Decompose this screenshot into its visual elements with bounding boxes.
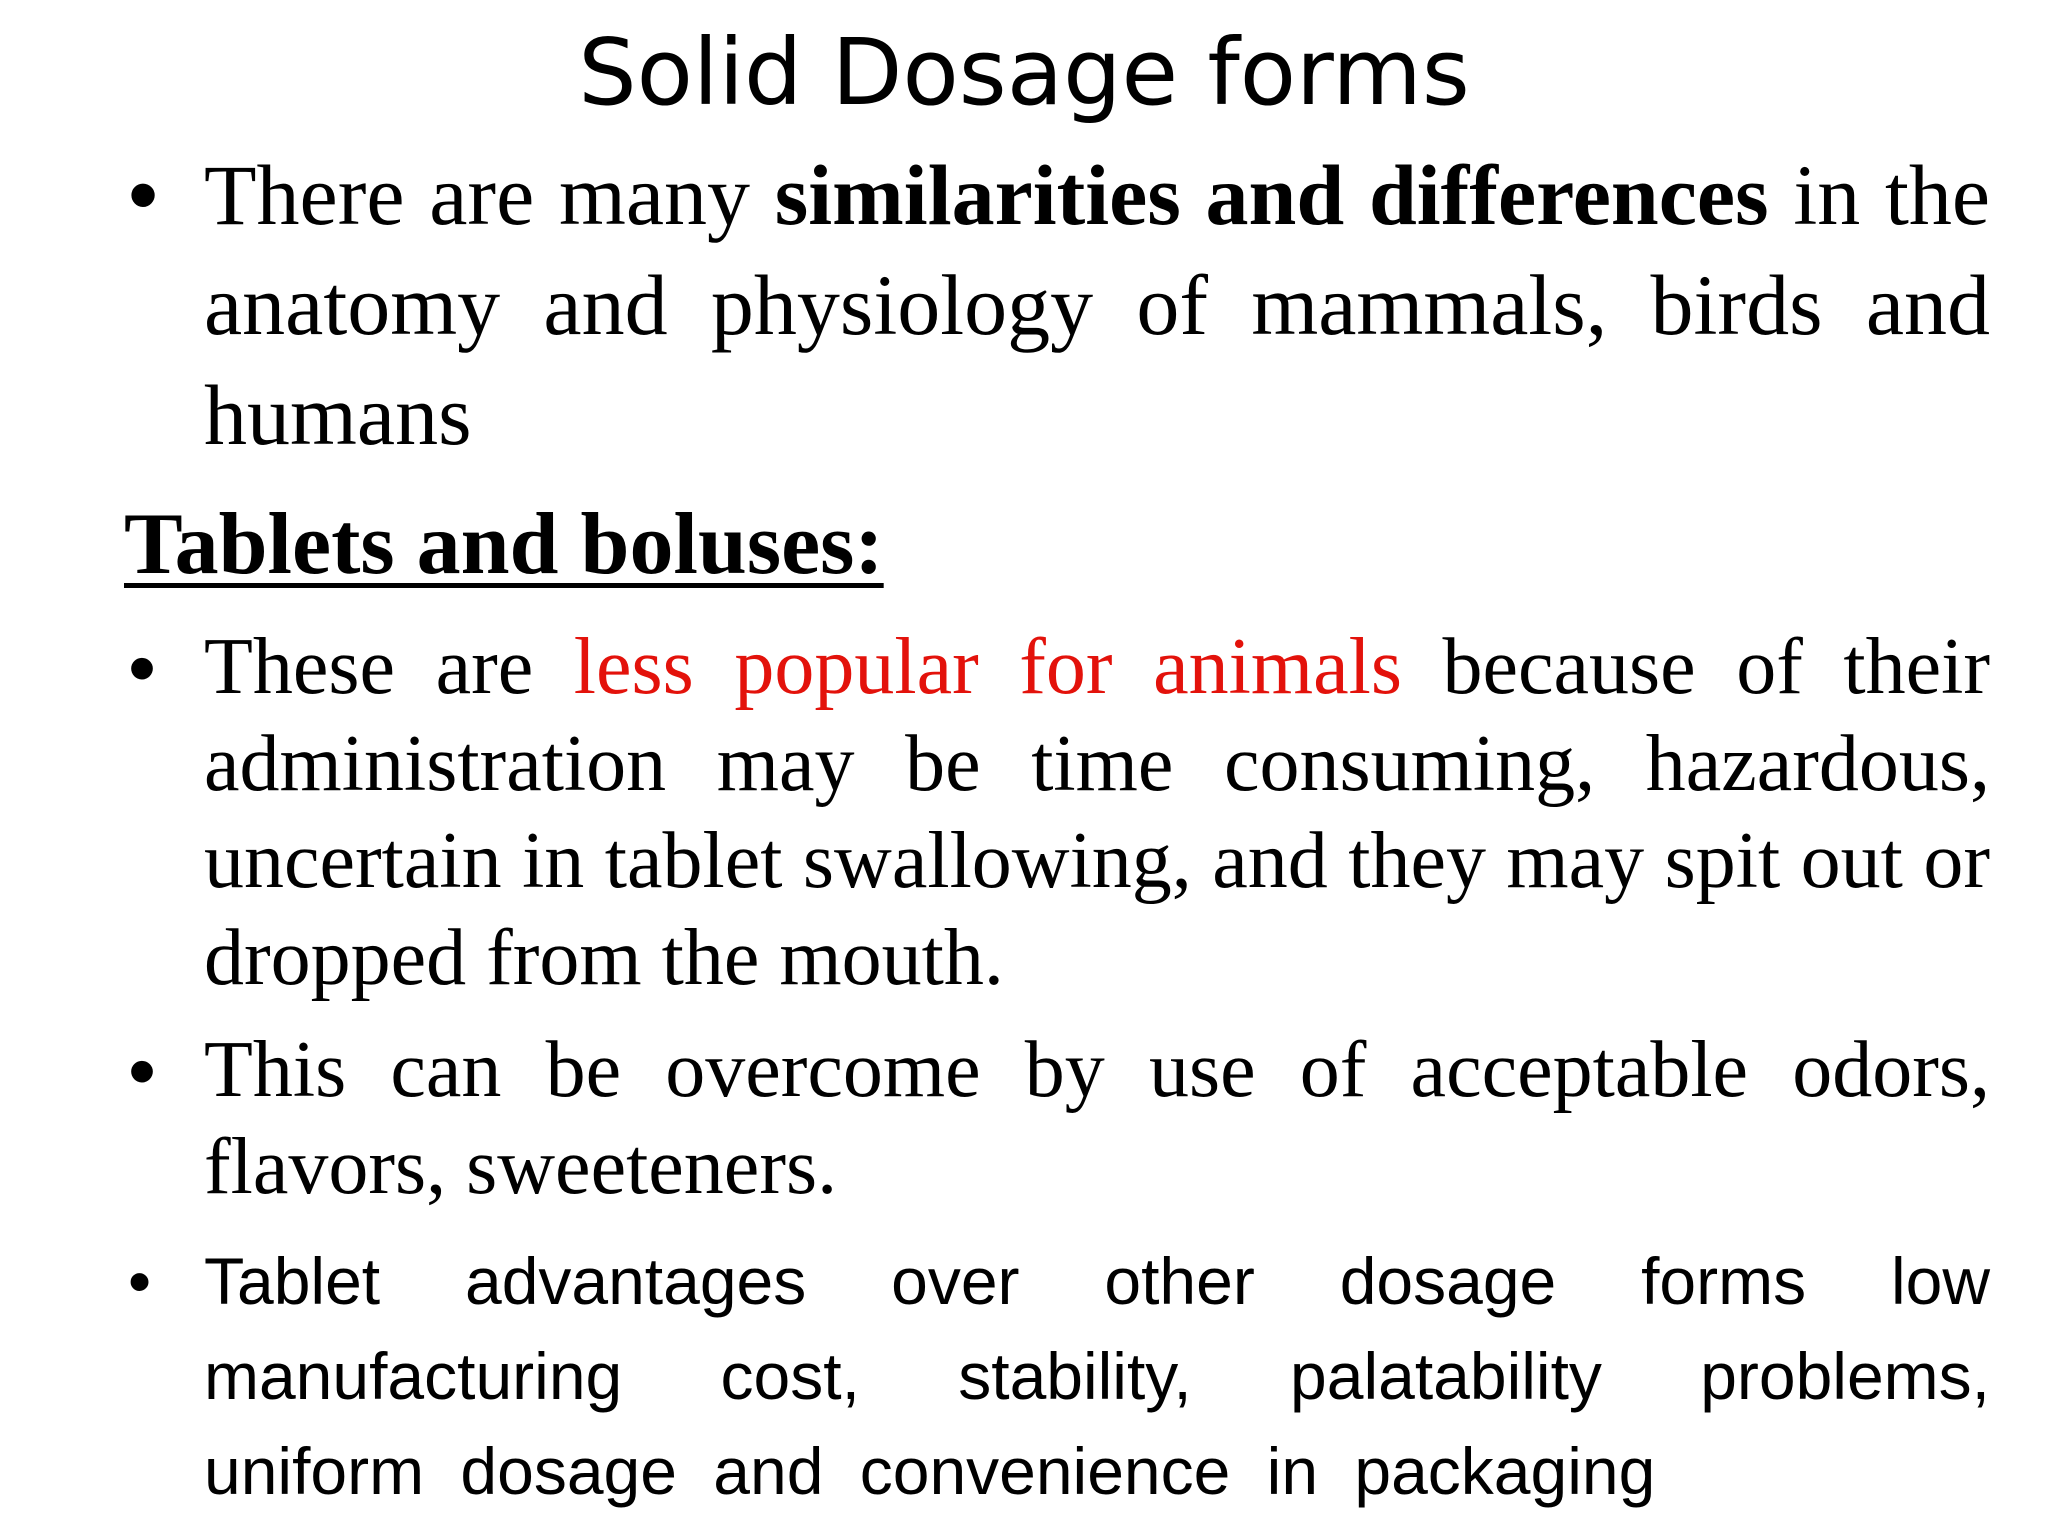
bullet-text: Tablet advantages over other dosage forms low manufacturing cost, stability, palatability problems, uniform dosage and convenience in packaging [204,1244,1990,1508]
bullet-dot: • [128,1026,157,1115]
bullet2-after: because of their administration may be time consuming, hazardous, uncertain in tablet swallowing, and they may spit out or dropped from the mouth. [204,623,1991,1002]
bullet2-before: These are [204,623,534,711]
bullet-dot: • [128,1244,152,1318]
bullet-text [204,619,1990,1007]
section-heading: Tablets and boluses: [124,496,884,593]
bullet-text: This can be overcome by use of acceptable odors, flavors, sweeteners. [204,1026,1990,1211]
bullet-dot: • [128,147,159,243]
bullet1-after: in the anatomy and physiology of mammals, birds and humans [204,147,1991,463]
bullet-text [204,140,1990,470]
bullet-overcome [128,1022,1990,1216]
bullet-less-popular [128,619,1990,1007]
bullet2-highlight: less popular for animals [573,623,1402,711]
bullet1-bold: similarities and differences [774,147,1769,243]
bullet-dot: • [128,623,157,712]
bullet-tablet-advantages [128,1234,1990,1519]
bullet1-before: There are many [204,147,751,243]
bullet-similarities [128,140,1990,470]
slide-title: Solid Dosage forms [578,19,1470,126]
